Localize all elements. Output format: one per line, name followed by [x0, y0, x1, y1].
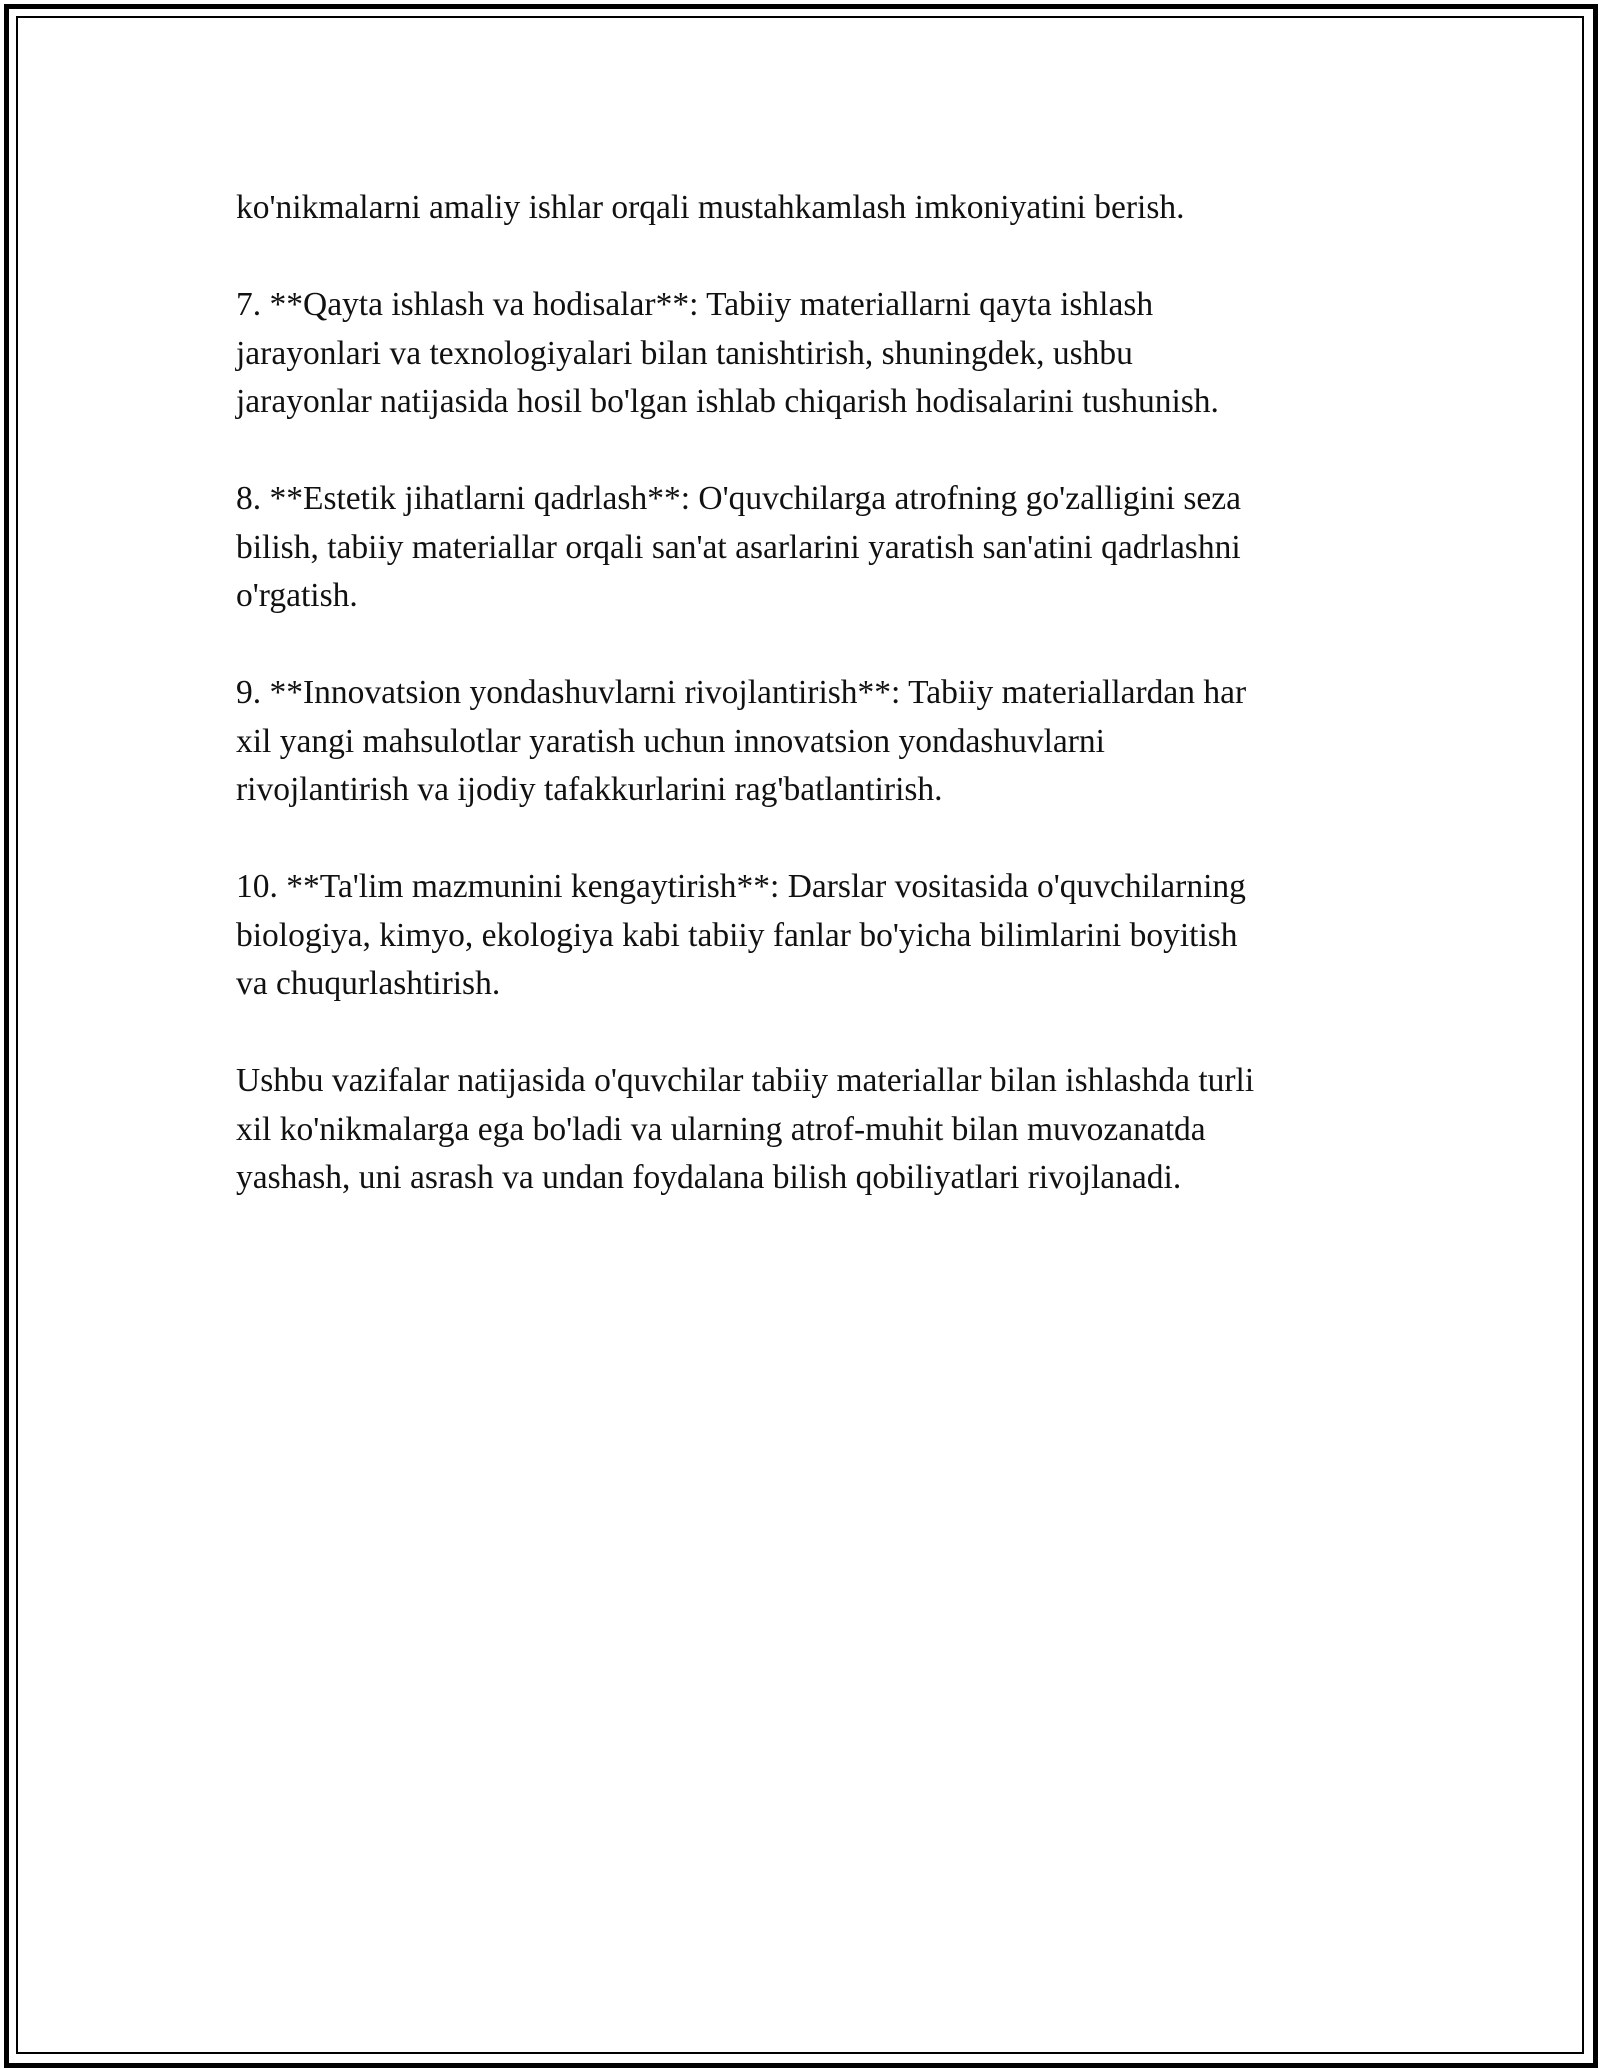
- text-line: xil ko'nikmalarga ega bo'ladi va ularning atrof-muhit bilan muvozanatda: [236, 1110, 1206, 1148]
- paragraph-item-7: [236, 281, 1364, 427]
- text-line: Ushbu vazifalar natijasida o'quvchilar tabiiy materiallar bilan ishlashda turli: [236, 1062, 1255, 1099]
- text-line: 10. **Ta'lim mazmunini kengaytirish**: Darslar vositasida o'quvchilarning: [236, 868, 1246, 905]
- paragraph-item-10: [236, 863, 1364, 1009]
- text-line: 7. **Qayta ishlash va hodisalar**: Tabiiy materiallarni qayta ishlash: [236, 286, 1154, 323]
- text-line: rivojlantirish va ijodiy tafakkurlarini rag'batlantirish.: [236, 771, 943, 808]
- text-line: yashash, uni asrash va undan foydalana bilish qobiliyatlari rivojlanadi.: [236, 1159, 1182, 1196]
- text-line: 8. **Estetik jihatlarni qadrlash**: O'quvchilarga atrofning go'zalligini seza: [236, 480, 1242, 517]
- text-line: jarayonlar natijasida hosil bo'lgan ishlab chiqarish hodisalarini tushunish.: [236, 383, 1219, 420]
- text-line: 9. **Innovatsion yondashuvlarni rivojlantirish**: Tabiiy materiallardan har: [236, 674, 1247, 711]
- paragraph-item-9: [236, 669, 1364, 815]
- document-body: [236, 184, 1364, 1251]
- text-line: xil yangi mahsulotlar yaratish uchun innovatsion yondashuvlarni: [236, 722, 1105, 760]
- paragraph-item-8: [236, 475, 1364, 621]
- text-line: o'rgatish.: [236, 577, 358, 614]
- text-line: ko'nikmalarni amaliy ishlar orqali mustahkamlash imkoniyatini berish.: [236, 189, 1185, 226]
- paragraph-conclusion: [236, 1057, 1364, 1203]
- text-line: bilish, tabiiy materiallar orqali san'at asarlarini yaratish san'atini qadrlashni: [236, 528, 1241, 566]
- text-line: jarayonlari va texnologiyalari bilan tanishtirish, shuningdek, ushbu: [236, 334, 1133, 372]
- text-line: biologiya, kimyo, ekologiya kabi tabiiy fanlar bo'yicha bilimlarini boyitish: [236, 916, 1238, 954]
- text-line: va chuqurlashtirish.: [236, 965, 501, 1002]
- paragraph-continuation: [236, 184, 1364, 233]
